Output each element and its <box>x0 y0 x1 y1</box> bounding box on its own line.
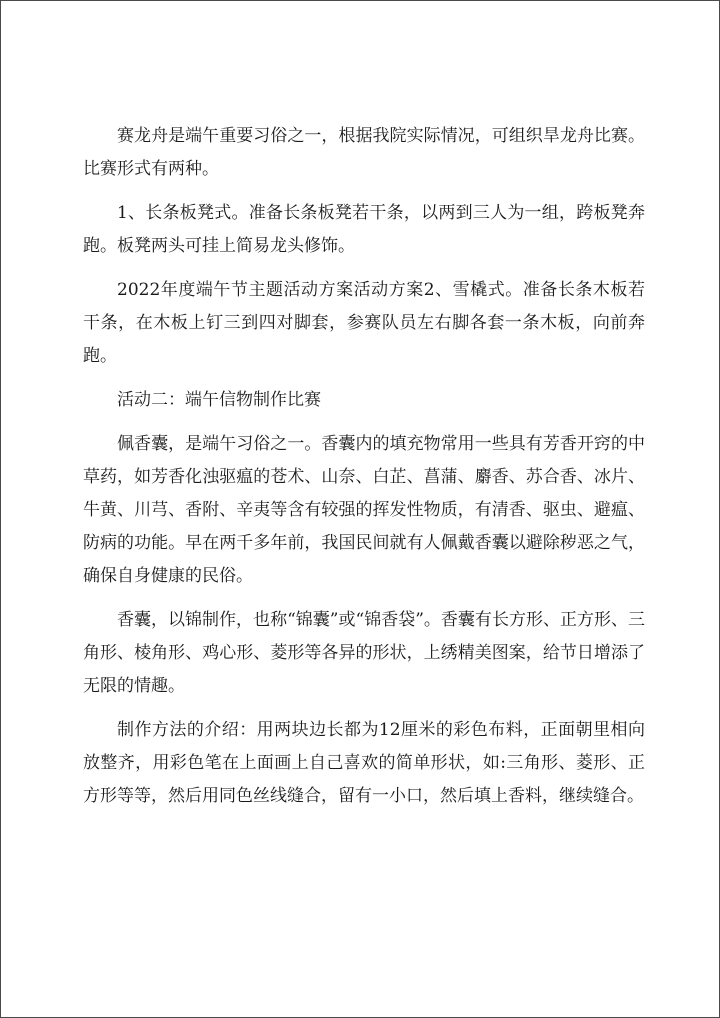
paragraph-bench-style: 1、长条板凳式。准备长条板凳若干条，以两到三人为一组，跨板凳奔跑。板凳两头可挂上简易龙头修饰。 <box>83 203 645 256</box>
paragraph-dragon-boat-intro: 赛龙舟是端午重要习俗之一，根据我院实际情况，可组织旱龙舟比赛。比赛形式有两种。 <box>83 126 645 179</box>
paragraph-sled-style: 2022年度端午节主题活动方案活动方案2、雪橇式。准备长条木板若干条，在木板上钉三到四对脚套，参赛队员左右脚各套一条木板，向前奔跑。 <box>83 280 645 366</box>
paragraph-sachet-shapes: 香囊，以锦制作，也称“锦囊”或“锦香袋”。香囊有长方形、正方形、三角形、棱角形、鸡心形、菱形等各异的形状，上绣精美图案，给节日增添了无限的情趣。 <box>83 610 645 696</box>
paragraph-sachet-custom: 佩香囊，是端午习俗之一。香囊内的填充物常用一些具有芳香开窍的中草药，如芳香化浊驱瘟的苍术、山奈、白芷、菖蒲、麝香、苏合香、冰片、牛黄、川芎、香附、辛夷等含有较强的挥发性物质，有清香、驱虫、避瘟、防病的功能。早在两千多年前，我国民间就有人佩戴香囊以避除秽恶之气，确保自身健康的民俗。 <box>83 434 645 586</box>
paragraph-making-method: 制作方法的介绍：用两块边长都为12厘米的彩色布料，正面朝里相向放整齐，用彩色笔在上面画上自己喜欢的简单形状，如:三角形、菱形、正方形等等，然后用同色丝线缝合，留有一小口，然后填上香料，继续缝合。 <box>83 720 645 806</box>
section-heading-activity-two: 活动二：端午信物制作比赛 <box>117 390 321 410</box>
document-body <box>83 120 645 824</box>
